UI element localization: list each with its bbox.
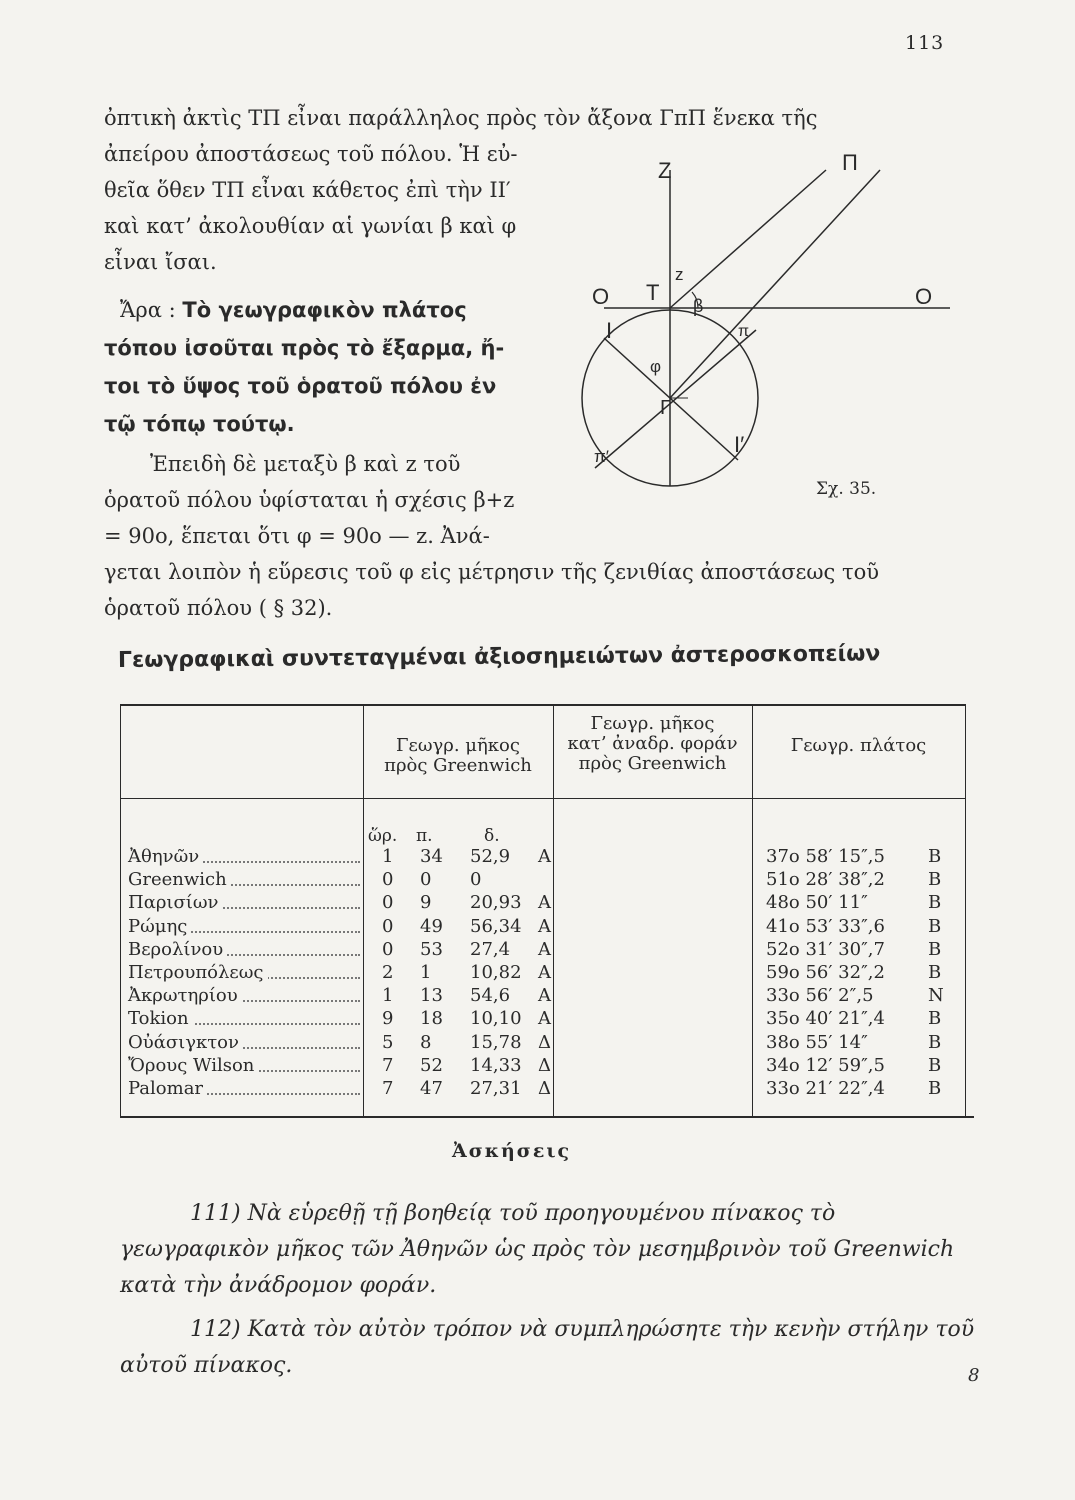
theorem-line: τῷ τόπῳ τούτῳ. (104, 412, 295, 436)
longitude-minutes: 34 (420, 846, 443, 867)
latitude-hemisphere: B (928, 1078, 942, 1099)
latitude-value: 52ο 31′ 30″,7 (766, 938, 885, 960)
page-number: 113 (905, 32, 945, 54)
longitude-hours: 1 (382, 985, 394, 1007)
paragraph-line: ὁρατοῦ πόλου ὑφίσταται ἡ σχέσις β+z (104, 488, 515, 512)
observatory-name: Βερολίνου (128, 939, 227, 960)
longitude-direction: Δ (538, 1054, 551, 1076)
latitude-value: 33ο 21′ 22″,4 (766, 1078, 885, 1099)
label-phi: φ (650, 357, 662, 376)
latitude-hemisphere: B (928, 1031, 942, 1053)
latitude-value: 37ο 58′ 15″,5 (766, 846, 885, 867)
label-Pi: Π (842, 150, 858, 175)
longitude-hours: 1 (382, 846, 394, 867)
latitude-hemisphere: B (928, 938, 942, 960)
header-line: Γεωγρ. μῆκος (396, 735, 520, 756)
observatory-name: Ὄρους Wilson (128, 1055, 258, 1076)
header-line: πρὸς Greenwich (578, 753, 727, 774)
figure-caption: Σχ. 35. (816, 479, 877, 499)
longitude-minutes: 52 (420, 1054, 443, 1076)
longitude-seconds: 10,10 (470, 1008, 522, 1030)
longitude-seconds: 10,82 (470, 962, 522, 983)
longitude-seconds: 0 (470, 869, 482, 891)
longitude-seconds: 54,6 (470, 985, 511, 1007)
latitude-hemisphere: B (928, 1054, 942, 1076)
observatory-name: Πετρουπόλεως (128, 962, 268, 983)
latitude-value: 38ο 55′ 14″ (766, 1031, 868, 1053)
unit-hours: ὥρ. (368, 826, 398, 846)
longitude-hours: 5 (382, 1031, 394, 1053)
latitude-hemisphere: B (928, 869, 942, 891)
signature-mark: 8 (968, 1365, 980, 1386)
table-right-border (965, 704, 966, 1116)
header-line: κατ’ ἀναδρ. φοράν (567, 733, 738, 754)
latitude-value: 51ο 28′ 38″,2 (766, 869, 885, 891)
table-header-rule (120, 798, 965, 799)
longitude-direction: A (538, 915, 551, 937)
observatory-name: Tokion (128, 1008, 193, 1029)
longitude-seconds: 15,78 (470, 1031, 522, 1053)
header-longitude (363, 736, 553, 776)
observatory-name: Οὐάσιγκτον (128, 1032, 243, 1053)
longitude-hours: 0 (382, 915, 394, 937)
table-left-border (120, 704, 121, 1116)
longitude-minutes: 1 (420, 962, 432, 983)
label-Z: Z (658, 158, 672, 183)
observatory-name: Ρώμης (128, 916, 191, 937)
label-I-prime: I′ (734, 432, 745, 457)
theorem-text: Τὸ γεωγραφικὸν πλάτος (182, 298, 467, 322)
ray-line-2 (670, 170, 880, 398)
longitude-seconds: 27,31 (470, 1078, 522, 1099)
longitude-direction: Δ (538, 1078, 551, 1099)
label-I: I (606, 318, 613, 343)
paragraph-line: ὁρατοῦ πόλου ( § 32). (104, 596, 333, 620)
paragraph-line: = 90ο, ἕπεται ὅτι φ = 90ο — z. Ἀνά- (104, 524, 490, 548)
latitude-value: 35ο 40′ 21″,4 (766, 1008, 885, 1030)
label-beta: β (693, 296, 704, 316)
longitude-seconds: 27,4 (470, 938, 511, 960)
header-line: Γεωγρ. μῆκος (590, 713, 715, 734)
longitude-seconds: 56,34 (470, 915, 522, 937)
longitude-seconds: 52,9 (470, 846, 511, 867)
paragraph-line: ὀπτικὴ ἀκτὶς ΤΠ εἶναι παράλληλος πρὸς τὸν ἄξονα ΓπΠ ἕνεκα τῆς (104, 106, 818, 130)
latitude-hemisphere: B (928, 892, 942, 914)
exercises-heading: Ἀσκήσεις (452, 1140, 572, 1162)
longitude-direction: Δ (538, 1031, 551, 1053)
longitude-seconds: 14,33 (470, 1054, 522, 1076)
equator-line (595, 330, 756, 468)
longitude-minutes: 0 (420, 869, 432, 891)
paragraph-line: γεται λοιπὸν ἡ εὕρεσις τοῦ φ εἰς μέτρησιν τῆς ζενιθίας ἀποστάσεως τοῦ (104, 560, 880, 584)
longitude-seconds: 20,93 (470, 892, 522, 914)
theorem-lead: Ἄρα : (120, 298, 176, 322)
longitude-direction: A (538, 1008, 551, 1030)
header-line: πρὸς Greenwich (384, 755, 532, 776)
paragraph-line: ἀπείρου ἀποστάσεως τοῦ πόλου. Ἡ εὐ- (104, 142, 518, 166)
latitude-value: 34ο 12′ 59″,5 (766, 1054, 885, 1076)
label-O-right: O (915, 284, 933, 309)
longitude-direction: A (538, 892, 551, 914)
paragraph-line: θεῖα ὅθεν ΤΠ εἶναι κάθετος ἐπὶ τὴν ΙΙ′ (104, 178, 511, 202)
observatory-name: Palomar (128, 1078, 207, 1099)
longitude-minutes: 47 (420, 1078, 443, 1099)
longitude-minutes: 8 (420, 1031, 432, 1053)
label-Gamma: Γ (660, 397, 672, 419)
latitude-hemisphere: B (928, 962, 942, 983)
longitude-hours: 2 (382, 962, 394, 983)
figure-diagram (580, 140, 970, 500)
table-top-rule (120, 704, 965, 706)
latitude-value: 48ο 50′ 11″ (766, 892, 868, 914)
longitude-minutes: 9 (420, 892, 432, 914)
longitude-hours: 0 (382, 892, 394, 914)
longitude-hours: 9 (382, 1008, 394, 1030)
unit-minutes: π. (416, 826, 433, 846)
theorem-line (120, 292, 467, 328)
observatory-name: Ἀθηνῶν (128, 846, 203, 867)
longitude-minutes: 53 (420, 938, 443, 960)
paragraph-line: Ἐπειδὴ δὲ μεταξὺ β καὶ z τοῦ (150, 452, 461, 476)
table-title: Γεωγραφικαὶ συντεταγμέναι ἀξιοσημειώτων ἀστεροσκοπείων (117, 641, 881, 673)
latitude-value: 33ο 56′ 2″,5 (766, 985, 874, 1007)
exercise-112: 112) Κατὰ τὸν αὐτὸν τρόπον νὰ συμπληρώσητε τὴν κενὴν στήλην τοῦ αὐτοῦ πίνακος. (120, 1317, 975, 1378)
theorem-line: τόπου ἰσοῦται πρὸς τὸ ἔξαρμα, ἤ- (104, 336, 505, 360)
ray-line-1 (670, 170, 826, 308)
header-latitude: Γεωγρ. πλάτος (790, 735, 927, 756)
latitude-hemisphere: B (928, 915, 942, 937)
table-col-divider (752, 704, 753, 1116)
longitude-hours: 7 (382, 1054, 394, 1076)
longitude-direction: A (538, 846, 551, 867)
observatory-name: Ἀκρωτηρίου (128, 985, 242, 1006)
label-O-left: O (592, 284, 610, 309)
label-T: T (646, 280, 660, 305)
table-bottom-rule (120, 1116, 974, 1118)
observatory-name: Παρισίων (128, 892, 222, 913)
exercise-111: 111) Νὰ εὑρεθῇ τῇ βοηθείᾳ τοῦ προηγουμένου πίνακος τὸ γεωγραφικὸν μῆκος τῶν Ἀθηνῶν ὡς πρὸς τὸν μεσημβρινὸν τοῦ Greenwich κατὰ τὴν ἀνάδρομον φοράν. (120, 1201, 955, 1298)
longitude-direction: A (538, 938, 551, 960)
paragraph-line: καὶ κατ’ ἀκολουθίαν αἱ γωνίαι β καὶ φ (104, 214, 517, 238)
longitude-hours: 7 (382, 1078, 394, 1099)
latitude-hemisphere: N (928, 985, 944, 1007)
longitude-minutes: 13 (420, 985, 443, 1007)
paragraph-line: εἶναι ἴσαι. (104, 250, 217, 274)
longitude-hours: 0 (382, 938, 394, 960)
latitude-hemisphere: B (928, 1008, 942, 1030)
latitude-value: 41ο 53′ 33″,6 (766, 915, 885, 937)
longitude-direction: A (538, 985, 551, 1007)
latitude-hemisphere: B (928, 846, 942, 867)
observatory-name: Greenwich (128, 869, 231, 890)
unit-seconds: δ. (484, 826, 500, 846)
theorem-line: τοι τὸ ὕψος τοῦ ὁρατοῦ πόλου ἐν (104, 374, 497, 398)
header-longitude-retro (553, 714, 752, 774)
latitude-value: 59ο 56′ 32″,2 (766, 962, 885, 983)
longitude-minutes: 49 (420, 915, 443, 937)
longitude-minutes: 18 (420, 1008, 443, 1030)
label-pi-small: π (738, 323, 750, 340)
longitude-hours: 0 (382, 869, 394, 891)
label-pi-prime: π′ (594, 447, 609, 466)
longitude-direction: A (538, 962, 551, 983)
label-z: z (675, 265, 684, 284)
